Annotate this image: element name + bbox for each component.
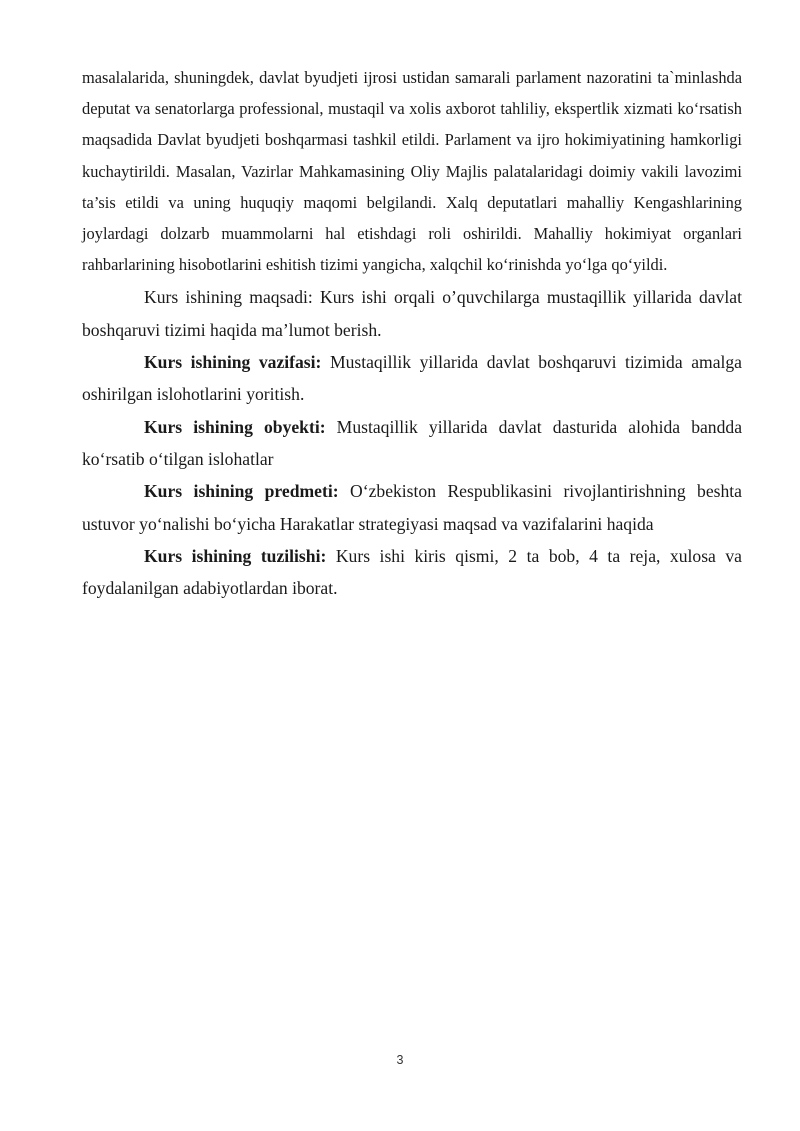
object-paragraph bbox=[82, 411, 742, 476]
goal-paragraph bbox=[82, 281, 742, 346]
structure-text: Kurs ishi kiris qismi, 2 ta bob, 4 ta reja, xulosa va foydalanilgan adabiyotlardan iborat. bbox=[82, 545, 742, 599]
object-text: Mustaqillik yillarida davlat dasturida alohida bandda ko‘rsatib o‘tilgan islohatlar bbox=[82, 416, 742, 469]
intro-paragraph: masalalarida, shuningdek, davlat byudjeti ijrosi ustidan samarali parlament nazoratini ta`minlashda deputat va senatorlarga professional, mustaqil va xolis axborot tahliliy, ekspertlik xizmati ko‘rsatish maqsadida Davlat byudjeti boshqarmasi tashkil etildi. Parlament va ijro hokimiyatining hamkorligi kuchaytirildi. Masalan, Vazirlar Mahkamasining Oliy Majlis palatalaridagi doimiy vakili lavozimi ta’sis etildi va uning huquqiy maqomi belgilandi. Xalq deputatlari mahalliy Kengashlarining joylardagi dolzarb muammolarni hal etishdagi roli oshirildi. Mahalliy hokimiyat organlari rahbarlarining hisobotlarini eshitish tizimi yangicha, xalqchil ko‘rinishda yo‘lga qo‘yildi. bbox=[82, 68, 742, 275]
task-label: Kurs ishining vazifasi: bbox=[144, 352, 322, 373]
task-paragraph bbox=[82, 346, 742, 411]
document-page bbox=[82, 62, 742, 604]
structure-label: Kurs ishining tuzilishi: bbox=[144, 545, 327, 566]
page-number: 3 bbox=[396, 1053, 404, 1067]
subject-paragraph bbox=[82, 475, 742, 540]
task-text: Mustaqillik yillarida davlat boshqaruvi tizimida amalga oshirilgan islohotlarini yoritish. bbox=[82, 352, 742, 405]
goal-text: Kurs ishining maqsadi: Kurs ishi orqali o’quvchilarga mustaqillik yillarida davlat boshqaruvi tizimi haqida ma’lumot berish. bbox=[82, 287, 742, 340]
structure-paragraph bbox=[82, 540, 742, 605]
subject-label: Kurs ishining predmeti: bbox=[144, 481, 339, 502]
object-label: Kurs ishining obyekti: bbox=[144, 416, 326, 437]
subject-text: O‘zbekiston Respublikasini rivojlantirishning beshta ustuvor yo‘nalishi bo‘yicha Harakatlar strategiyasi maqsad va vazifalarini haqida bbox=[82, 481, 742, 534]
